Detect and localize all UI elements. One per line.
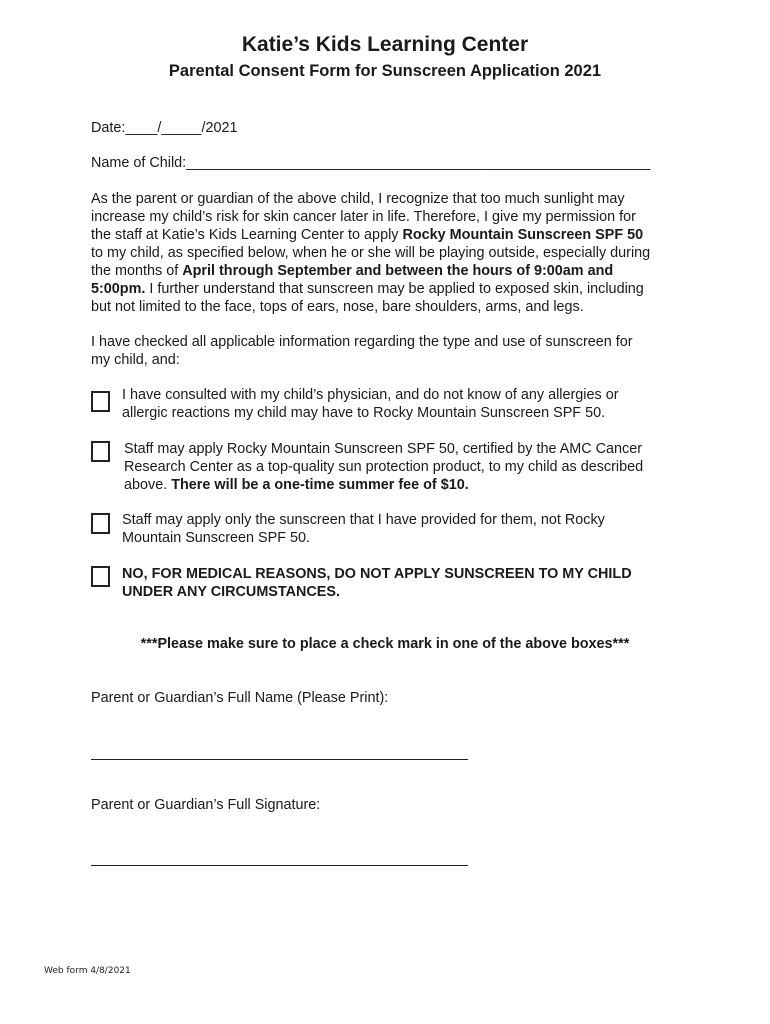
consent-text: I further understand that sunscreen may be applied to exposed skin, including xyxy=(145,281,644,297)
no-sunscreen-checkbox[interactable] xyxy=(91,566,110,587)
option-line: Staff may apply Rocky Mountain Sunscreen SPF 50, certified by the AMC Cancer xyxy=(124,441,643,457)
web-form-date: Web form 4/8/2021 xyxy=(44,966,131,976)
option-line xyxy=(124,476,643,494)
own-sunscreen-checkbox[interactable] xyxy=(91,513,110,534)
consent-line xyxy=(91,262,691,280)
date-day-blank[interactable]: _____ xyxy=(161,120,202,136)
consent-line xyxy=(91,226,691,244)
guardian-signature-line[interactable] xyxy=(91,865,468,866)
option-line: I have consulted with my child’s physician, and do not know of any allergies or xyxy=(122,387,619,403)
application-period: April through September and between the hours of 9:00am and xyxy=(182,263,614,279)
guardian-name-label: Parent or Guardian’s Full Name (Please Print): xyxy=(91,690,389,706)
guardian-signature-label: Parent or Guardian’s Full Signature: xyxy=(91,797,321,813)
product-name: Rocky Mountain Sunscreen SPF 50 xyxy=(402,227,644,243)
check-mark-notice: ***Please make sure to place a check mark in one of the above boxes*** xyxy=(140,636,630,652)
physician-consulted-checkbox[interactable] xyxy=(91,391,110,412)
child-name-blank[interactable]: __________________________________________________________ xyxy=(186,155,651,171)
option-line: allergic reactions my child may have to Rocky Mountain Sunscreen SPF 50. xyxy=(122,405,606,421)
apply-rocky-mountain-option xyxy=(124,440,643,494)
physician-consulted-option xyxy=(122,386,618,422)
application-end-time: 5:00pm. xyxy=(91,281,146,297)
option-text: above. xyxy=(124,477,172,493)
date-year: /2021 xyxy=(201,120,238,136)
date-month-blank[interactable]: ____ xyxy=(125,120,158,136)
own-sunscreen-option xyxy=(122,511,605,547)
guardian-name-line[interactable] xyxy=(91,759,468,760)
option-line: Mountain Sunscreen SPF 50. xyxy=(122,530,310,546)
consent-paragraph xyxy=(91,190,691,316)
consent-line xyxy=(91,280,691,298)
date-separator: / xyxy=(157,120,162,136)
checked-info-paragraph xyxy=(91,333,691,369)
consent-line: but not limited to the face, tops of ears, nose, bare shoulders, arms, and legs. xyxy=(91,299,584,315)
child-name-label: Name of Child: xyxy=(91,155,187,171)
date-field[interactable] xyxy=(91,119,237,137)
option-line: Research Center as a top-quality sun protection product, to my child as described xyxy=(124,459,644,475)
document-subtitle: Parental Consent Form for Sunscreen Application 2021 xyxy=(168,62,602,80)
option-line: UNDER ANY CIRCUMSTANCES. xyxy=(122,584,341,600)
no-sunscreen-option xyxy=(122,565,632,601)
checked-info-line: I have checked all applicable information regarding the type and use of sunscreen for xyxy=(91,334,633,350)
consent-line: increase my child’s risk for skin cancer later in life. Therefore, I give my permission for xyxy=(91,209,636,225)
consent-line: As the parent or guardian of the above child, I recognize that too much sunlight may xyxy=(91,191,625,207)
consent-line: to my child, as specified below, when he or she will be playing outside, especially during xyxy=(91,245,651,261)
option-line: NO, FOR MEDICAL REASONS, DO NOT APPLY SUNSCREEN TO MY CHILD xyxy=(122,566,632,582)
consent-text: the staff at Katie’s Kids Learning Center to apply xyxy=(91,227,403,243)
consent-text: the months of xyxy=(91,263,183,279)
checked-info-line: my child, and: xyxy=(91,352,180,368)
apply-rocky-mountain-checkbox[interactable] xyxy=(91,441,110,462)
child-name-field[interactable] xyxy=(91,154,650,172)
date-label: Date: xyxy=(91,120,126,136)
option-line: Staff may apply only the sunscreen that I have provided for them, not Rocky xyxy=(122,512,605,528)
document-title: Katie’s Kids Learning Center xyxy=(241,33,529,56)
summer-fee-note: There will be a one-time summer fee of $10. xyxy=(171,477,469,493)
